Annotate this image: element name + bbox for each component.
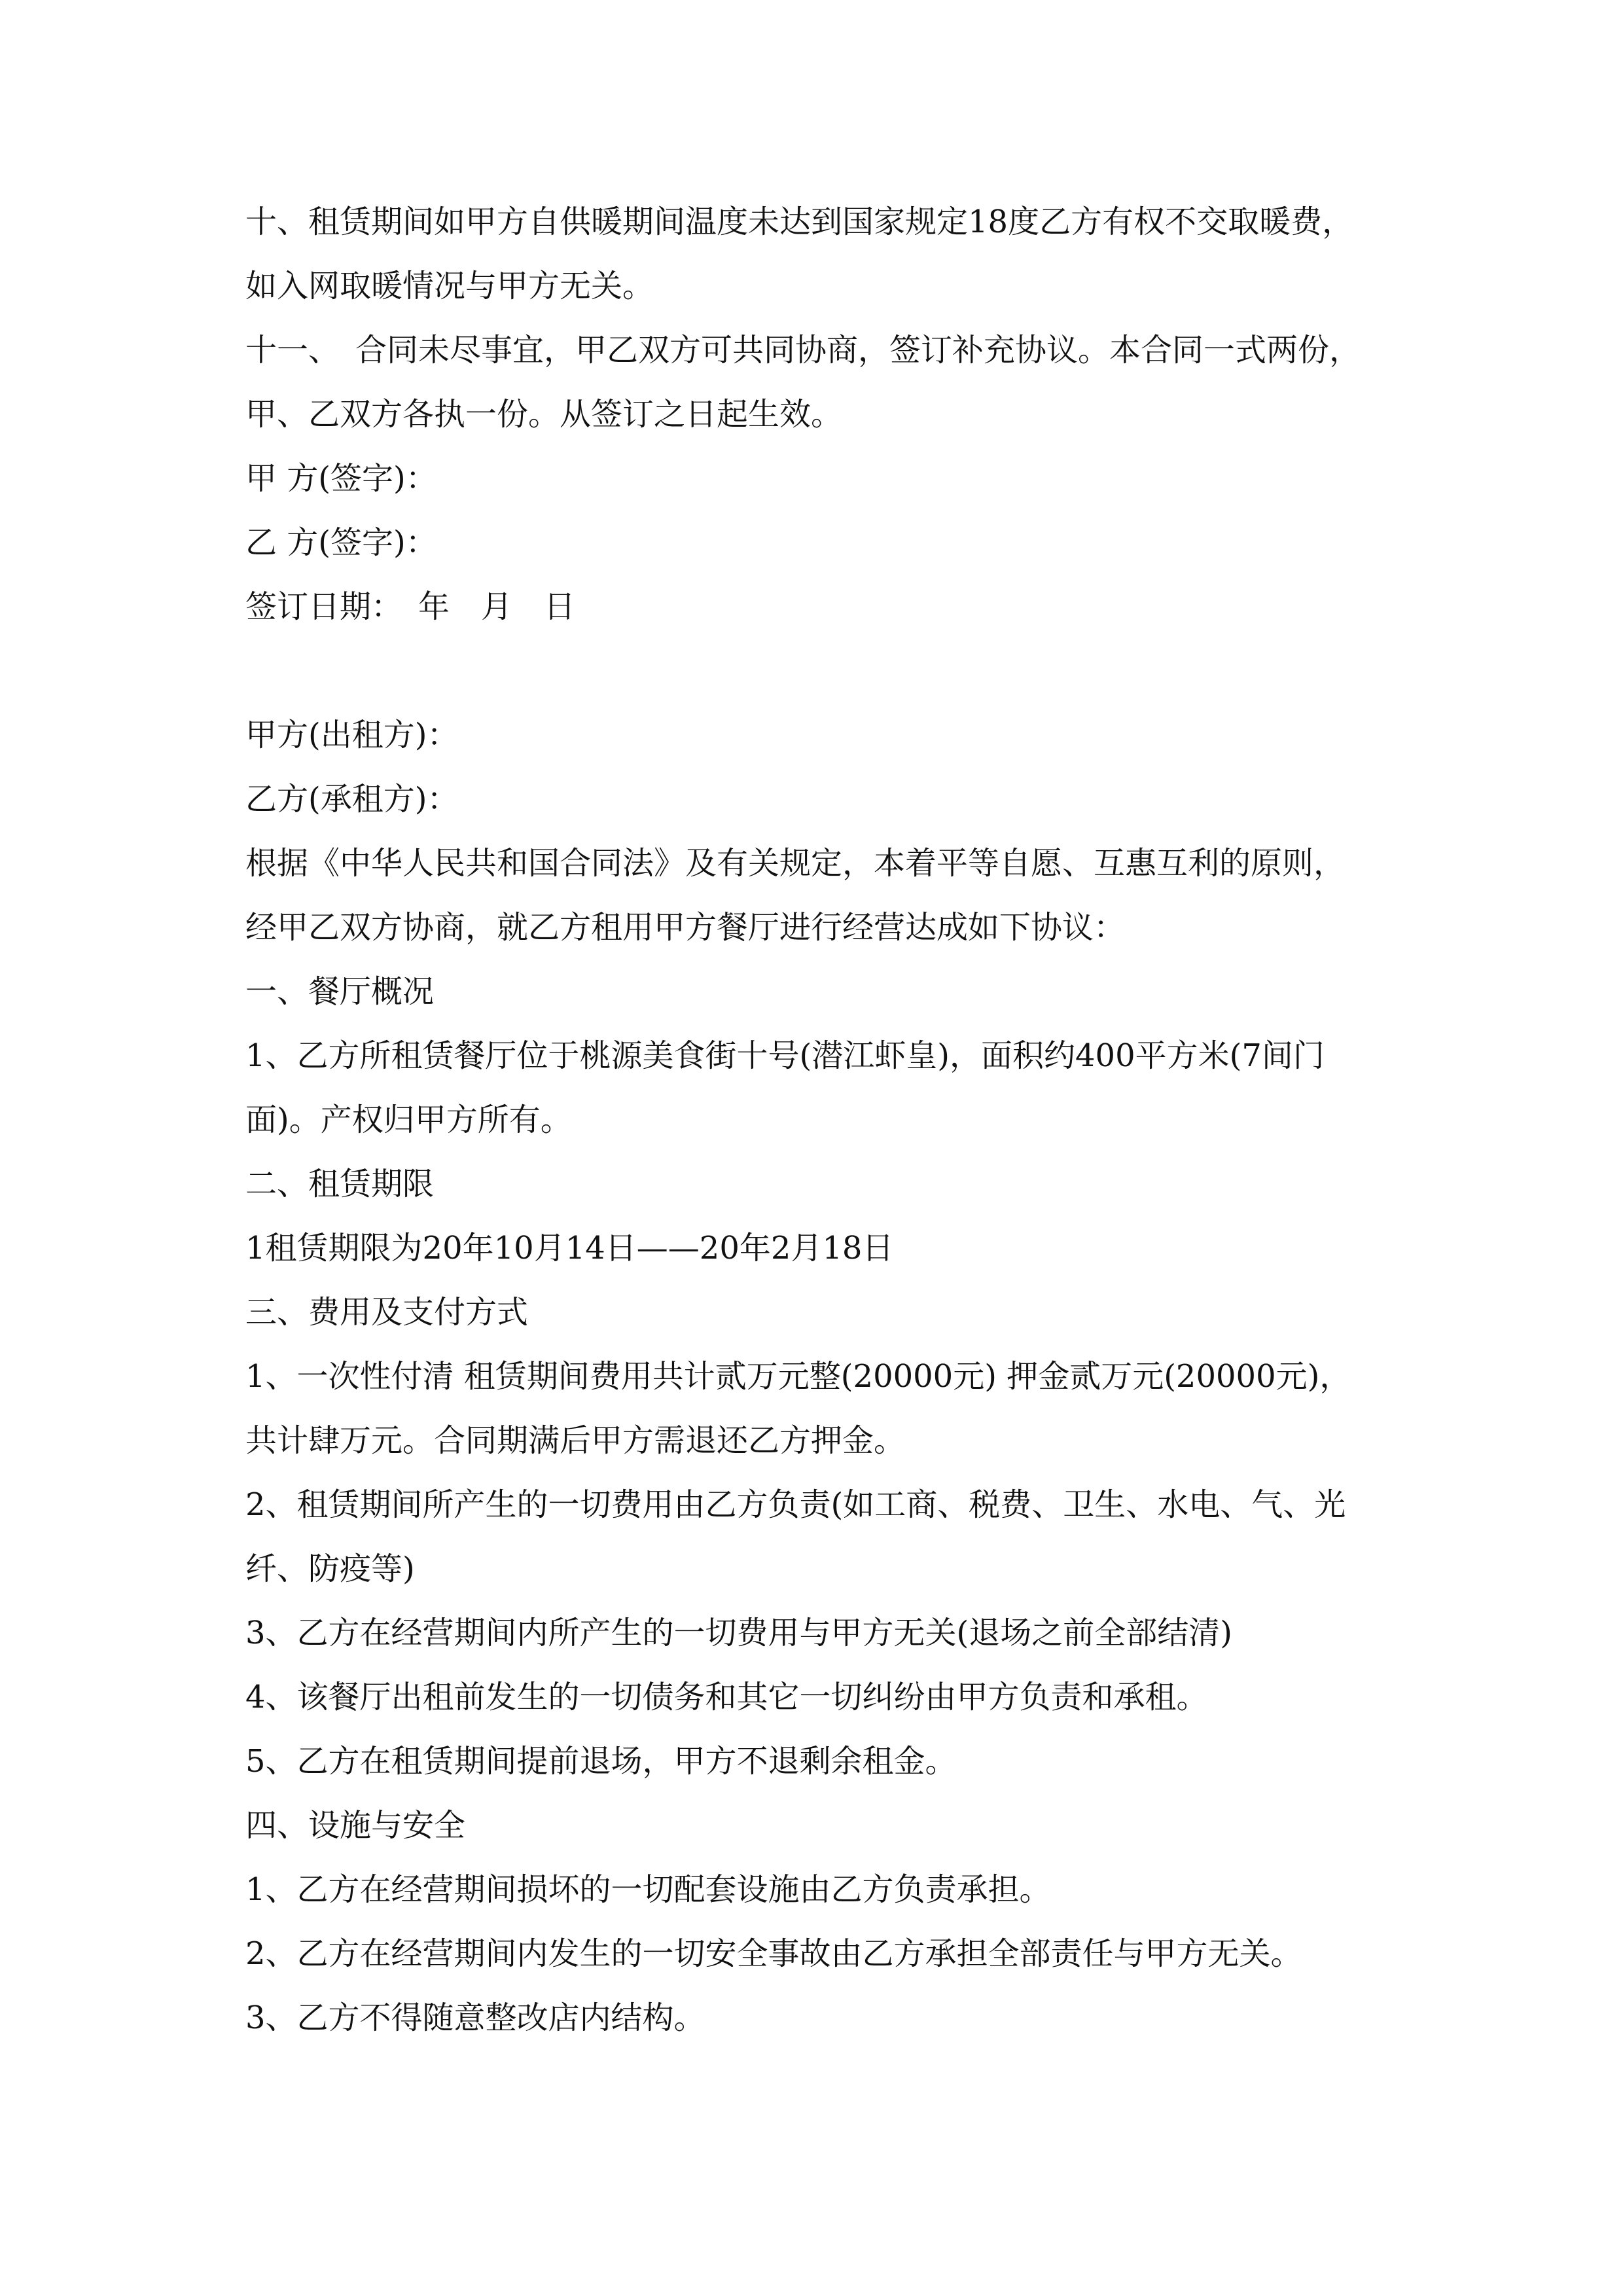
document-page — [245, 190, 1391, 2050]
section-3-item-2-line-2: 纤、防疫等) — [245, 1551, 415, 1587]
lessee-label: 乙方(承租方)： — [245, 781, 459, 817]
section-3-item-5: 5、乙方在租赁期间提前退场，甲方不退剩余租金。 — [245, 1743, 957, 1780]
clause-11-line-2: 甲、乙双方各执一份。从签订之日起生效。 — [245, 396, 843, 433]
clause-10-line-2: 如入网取暖情况与甲方无关。 — [245, 268, 654, 304]
section-4-heading: 四、设施与安全 — [245, 1807, 466, 1844]
section-3-item-3: 3、乙方在经营期间内所产生的一切费用与甲方无关(退场之前全部结清) — [245, 1615, 1232, 1651]
clause-10-line-1: 十、租赁期间如甲方自供暖期间温度未达到国家规定18度乙方有权不交取暖费， — [245, 204, 1354, 240]
section-1-item-1-line-1: 1、乙方所租赁餐厅位于桃源美食街十号(潜江虾皇)，面积约400平方米(7间门 — [245, 1037, 1325, 1074]
clause-11-line-1: 十一、 合同未尽事宜，甲乙双方可共同协商，签订补充协议。本合同一式两份， — [245, 332, 1361, 368]
section-2-item-1: 1租赁期限为20年10月14日——20年2月18日 — [245, 1230, 894, 1266]
section-3-item-1-line-1: 1、一次性付清 租赁期间费用共计贰万元整(20000元) 押金贰万元(20000元)， — [245, 1358, 1351, 1395]
party-a-signature: 甲 方(签字)： — [245, 460, 437, 497]
preamble-line-1: 根据《中华人民共和国合同法》及有关规定，本着平等自愿、互惠互利的原则， — [245, 845, 1346, 882]
section-1-heading: 一、餐厅概况 — [245, 973, 435, 1010]
section-3-item-4: 4、该餐厅出租前发生的一切债务和其它一切纠纷由甲方负责和承租。 — [245, 1679, 1208, 1715]
section-4-item-3: 3、乙方不得随意整改店内结构。 — [245, 2000, 705, 2036]
signing-date: 签订日期： 年 月 日 — [245, 588, 576, 625]
section-3-item-1-line-2: 共计肆万元。合同期满后甲方需退还乙方押金。 — [245, 1422, 906, 1459]
preamble-line-2: 经甲乙双方协商，就乙方租用甲方餐厅进行经营达成如下协议： — [245, 909, 1126, 946]
party-b-signature: 乙 方(签字)： — [245, 524, 437, 561]
blank-line — [245, 639, 1391, 703]
section-2-heading: 二、租赁期限 — [245, 1166, 435, 1202]
section-4-item-1: 1、乙方在经营期间损坏的一切配套设施由乙方负责承担。 — [245, 1871, 1051, 1908]
lessor-label: 甲方(出租方)： — [245, 717, 459, 753]
section-1-item-1-line-2: 面)。产权归甲方所有。 — [245, 1102, 572, 1138]
section-4-item-2: 2、乙方在经营期间内发生的一切安全事故由乙方承担全部责任与甲方无关。 — [245, 1935, 1302, 1972]
section-3-heading: 三、费用及支付方式 — [245, 1294, 529, 1331]
section-3-item-2-line-1: 2、租赁期间所产生的一切费用由乙方负责(如工商、税费、卫生、水电、气、光 — [245, 1486, 1346, 1523]
